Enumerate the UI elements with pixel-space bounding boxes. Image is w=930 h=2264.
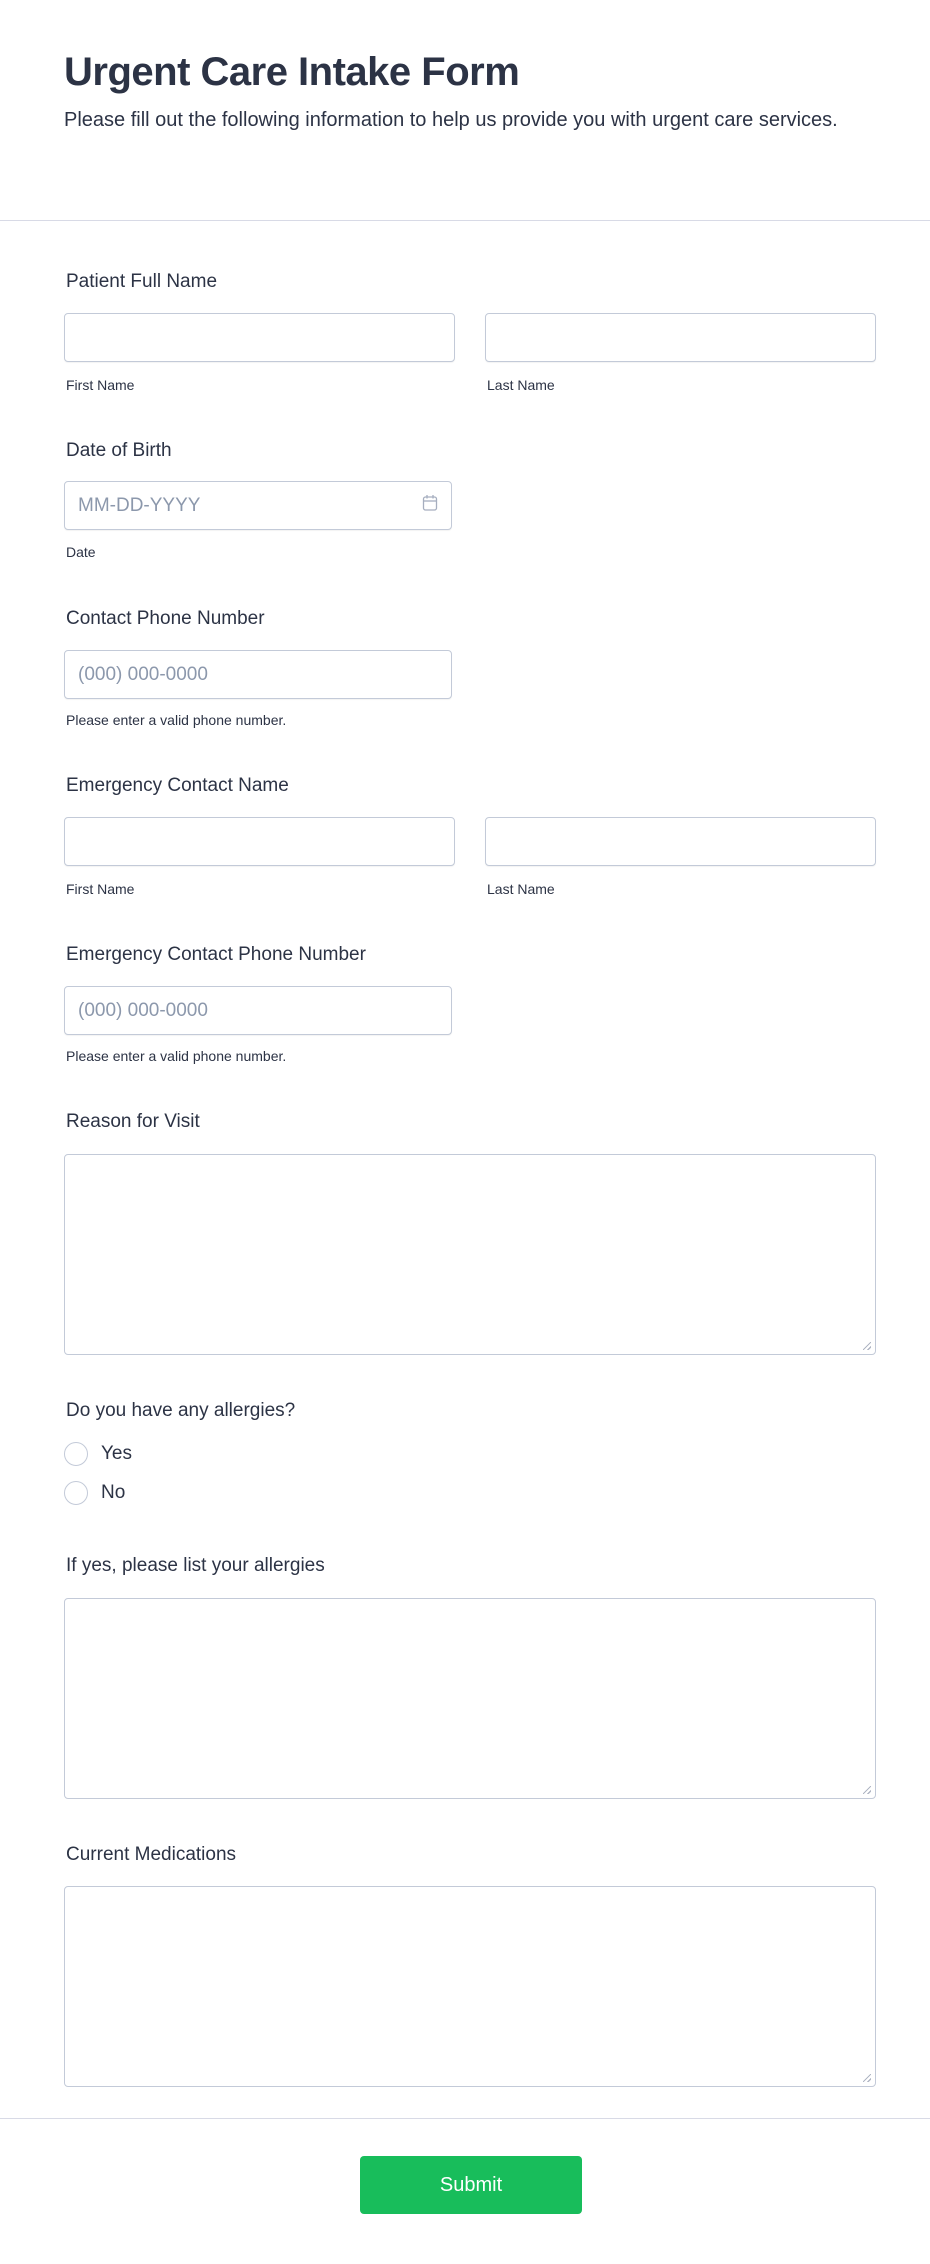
first-name-sublabel: First Name [66, 377, 135, 393]
emergency-phone-help: Please enter a valid phone number. [66, 1048, 287, 1064]
dob-sublabel: Date [66, 544, 96, 560]
dob-input[interactable] [64, 481, 452, 530]
dob-placeholder: MM-DD-YYYY [78, 494, 201, 516]
allergies-no-label[interactable]: No [101, 1482, 126, 1503]
resize-handle-icon[interactable] [863, 1342, 871, 1350]
patient-last-name-input[interactable] [485, 313, 876, 362]
allergies-label: Do you have any allergies? [66, 1400, 296, 1421]
emergency-phone-label: Emergency Contact Phone Number [66, 944, 366, 965]
allergy-list-textarea[interactable] [64, 1598, 876, 1799]
emergency-phone-input[interactable] [64, 986, 452, 1035]
allergies-yes-radio[interactable] [64, 1442, 88, 1466]
footer-divider [0, 2118, 930, 2119]
phone-placeholder: (000) 000-0000 [78, 663, 208, 685]
emergency-name-label: Emergency Contact Name [66, 775, 289, 796]
dob-label: Date of Birth [66, 440, 172, 461]
header-divider [0, 220, 930, 221]
submit-button[interactable]: Submit [360, 2156, 582, 2214]
allergies-no-radio[interactable] [64, 1481, 88, 1505]
page-subtitle: Please fill out the following information to help us provide you with urgent care services. [64, 109, 838, 131]
last-name-sublabel: Last Name [487, 377, 555, 393]
allergies-yes-label[interactable]: Yes [101, 1443, 132, 1464]
emergency-first-sublabel: First Name [66, 881, 135, 897]
resize-handle-icon[interactable] [863, 2074, 871, 2082]
calendar-icon[interactable] [422, 494, 438, 518]
emergency-last-sublabel: Last Name [487, 881, 555, 897]
reason-textarea[interactable] [64, 1154, 876, 1355]
reason-label: Reason for Visit [66, 1111, 200, 1132]
phone-input[interactable] [64, 650, 452, 699]
patient-first-name-input[interactable] [64, 313, 455, 362]
resize-handle-icon[interactable] [863, 1786, 871, 1794]
allergy-list-label: If yes, please list your allergies [66, 1555, 325, 1576]
phone-help: Please enter a valid phone number. [66, 712, 287, 728]
emergency-last-name-input[interactable] [485, 817, 876, 866]
medications-textarea[interactable] [64, 1886, 876, 2087]
phone-label: Contact Phone Number [66, 608, 265, 629]
page-title: Urgent Care Intake Form [64, 50, 520, 94]
emergency-phone-placeholder: (000) 000-0000 [78, 999, 208, 1021]
emergency-first-name-input[interactable] [64, 817, 455, 866]
patient-name-label: Patient Full Name [66, 271, 218, 292]
medications-label: Current Medications [66, 1844, 237, 1865]
